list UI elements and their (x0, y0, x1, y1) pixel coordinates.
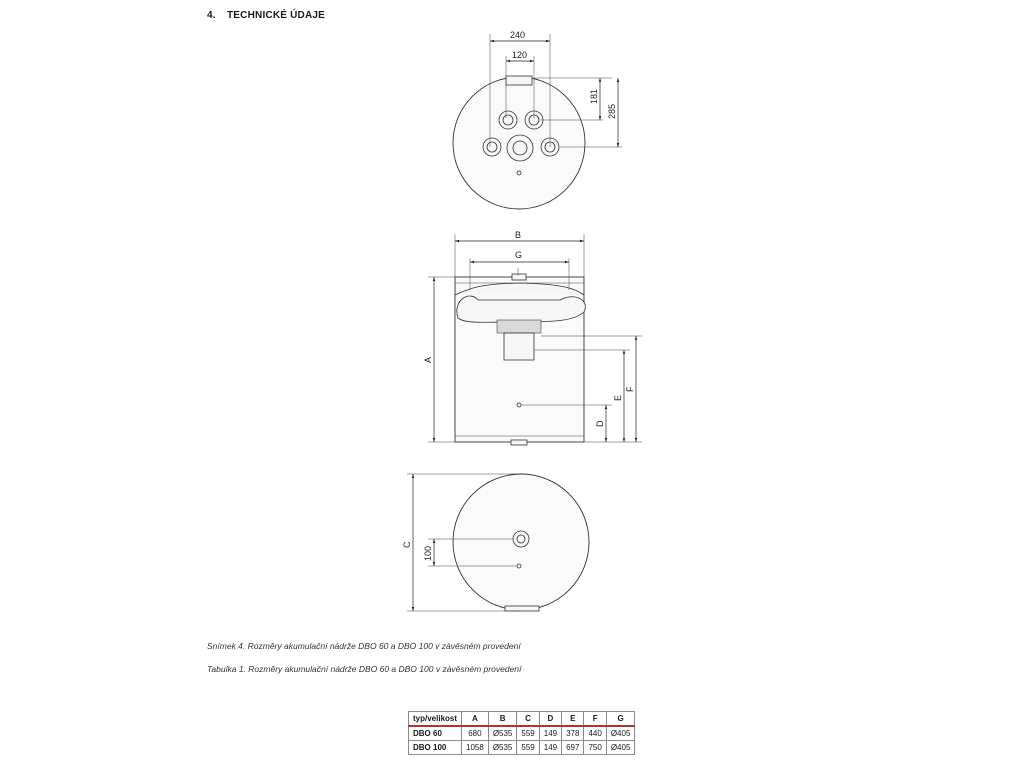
side-view-thermostat-box (504, 333, 534, 360)
table-row (409, 726, 635, 741)
dim-100-label: 100 (423, 545, 433, 561)
section-title: TECHNICKÉ ÚDAJE (227, 10, 326, 21)
table-cell: 149 (539, 741, 561, 755)
side-view-flange (457, 296, 586, 322)
side-view-bottom-outlet (511, 440, 527, 445)
col-header-B: B (488, 712, 517, 727)
dimension-table (408, 711, 635, 755)
figure-caption: Snímek 4. Rozměry akumulační nádrže DBO 60 a DBO 100 v závěsném provedení (207, 641, 521, 651)
table-header-row (409, 712, 635, 727)
table-cell: Ø535 (488, 741, 517, 755)
col-header-E: E (562, 712, 584, 727)
table-cell: DBO 60 (409, 726, 462, 741)
dim-D-label: D (595, 420, 605, 427)
table-cell: 680 (462, 726, 489, 741)
table-cell: Ø535 (488, 726, 517, 741)
table-cell: 559 (517, 741, 539, 755)
dim-285-label: 285 (607, 103, 617, 119)
col-header-C: C (517, 712, 539, 727)
dim-120-label: 120 (512, 50, 528, 60)
table-cell: DBO 100 (409, 741, 462, 755)
dim-G-label: G (515, 250, 523, 260)
top-view-bracket (506, 76, 532, 85)
bottom-view (402, 474, 589, 611)
side-view-heater (497, 320, 541, 333)
col-header-F: F (584, 712, 606, 727)
dim-240-label: 240 (510, 30, 526, 40)
table-caption: Tabulka 1. Rozměry akumulační nádrže DBO 60 a DBO 100 v závěsném provedení (207, 664, 522, 674)
table-cell: 378 (562, 726, 584, 741)
table-cell: 440 (584, 726, 606, 741)
bottom-view-bracket (505, 606, 539, 611)
table-cell: 750 (584, 741, 606, 755)
dim-181-label: 181 (589, 88, 599, 104)
dim-A-label: A (423, 356, 433, 363)
table-cell: 697 (562, 741, 584, 755)
dim-E-label: E (613, 394, 623, 401)
dim-B-label: B (515, 230, 522, 240)
col-header-type: typ/velikost (409, 712, 462, 727)
dim-C-label: C (402, 541, 412, 548)
side-view-top-connector (512, 274, 526, 280)
top-view (453, 30, 622, 209)
table-cell: 559 (517, 726, 539, 741)
side-view (423, 230, 642, 445)
table-cell: 1058 (462, 741, 489, 755)
col-header-A: A (462, 712, 489, 727)
col-header-D: D (539, 712, 561, 727)
table-cell: 149 (539, 726, 561, 741)
side-view-sensor (517, 403, 521, 407)
table-cell: Ø405 (606, 726, 635, 741)
table-row (409, 741, 635, 755)
col-header-G: G (606, 712, 635, 727)
bottom-view-sensor (517, 564, 521, 568)
table-cell: Ø405 (606, 741, 635, 755)
dim-F-label: F (625, 386, 635, 392)
section-number: 4. (207, 10, 216, 21)
